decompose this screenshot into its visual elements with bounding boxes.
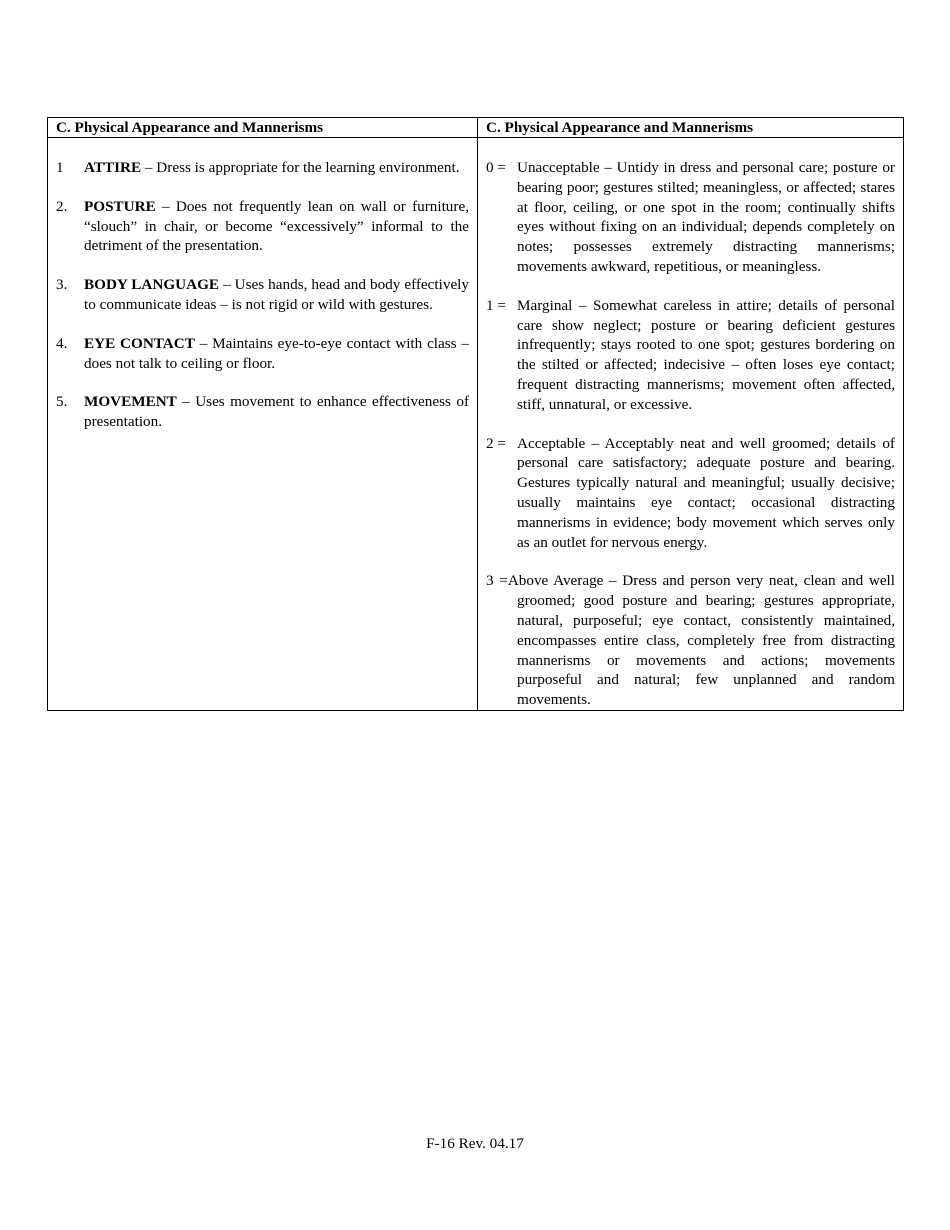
criterion-text: – Does not frequently lean on wall or furniture, “slouch” in chair, or become “excessively” informal to the detriment of the presentation. (84, 197, 469, 255)
rating-number: 1 = (486, 296, 506, 314)
rating-text: Unacceptable – Untidy in dress and personal care; posture or bearing poor; gestures stilted; meaningless, or affected; stares at floor, ceiling, or one spot in the room; continually shifts eyes without fixing on an individual; depends completely on notes; possesses extremely distracting mannerisms; movements awkward, repetitious, or meaningless. (517, 159, 895, 275)
rating-number: 0 = (486, 159, 506, 176)
rating-item (486, 296, 895, 415)
rating-text: Above Average – Dress and person very neat, clean and well groomed; good posture and bearing; gestures appropriate, natural, purposeful; eye contact, consistently maintained, encompasses entire class, completely free from distracting mannerisms or movements and actions; movements purposeful and natural; few unplanned and random movements. (507, 572, 895, 709)
ratings-cell (478, 138, 904, 711)
criterion-text: – Maintains eye-to-eye contact with class – does not talk to ceiling or floor. (84, 334, 469, 372)
criteria-cell (48, 138, 478, 711)
criterion-number: 4. (56, 334, 68, 352)
criterion-text: – Dress is appropriate for the learning environment. (141, 159, 460, 176)
rating-text: Marginal – Somewhat careless in attire; details of personal care show neglect; posture or bearing deficient gestures infrequently; stays rooted to one spot; gestures bordering on the stilted or affected; indecisive – often loses eye contact; frequent distracting mannerisms; movement often affected, stiff, unnatural, or excessive. (517, 296, 895, 413)
criterion-number: 3. (56, 276, 68, 294)
criterion-title: ATTIRE (84, 159, 142, 176)
rating-text: Acceptable – Acceptably neat and well groomed; details of personal care satisfactory; adequate posture and bearing. Gestures typically natural and meaningful; usually decisive; usually maintains eye contact; occasional distracting mannerisms in evidence; body movement which serves only as an outlet for nervous energy. (517, 434, 895, 551)
criterion-title: MOVEMENT (84, 393, 177, 411)
rubric-table (47, 117, 904, 711)
rating-item (486, 434, 895, 553)
criterion-text: – Uses hands, head and body effectively to communicate ideas – is not rigid or wild with gestures. (84, 276, 469, 313)
ratings-header: C. Physical Appearance and Mannerisms (478, 118, 904, 138)
criterion-text: – Uses movement to enhance effectiveness of presentation. (84, 393, 469, 431)
criterion-number: 5. (56, 393, 68, 411)
criteria-header: C. Physical Appearance and Mannerisms (48, 118, 478, 138)
criterion-item (56, 158, 469, 178)
criterion-item (56, 275, 469, 315)
criterion-title: POSTURE (84, 197, 156, 215)
criterion-item (56, 197, 469, 256)
rating-item (486, 571, 895, 710)
criterion-title: BODY LANGUAGE (84, 276, 220, 294)
criterion-item (56, 334, 469, 374)
criterion-number: 1 (56, 159, 64, 176)
criterion-item (56, 392, 469, 432)
rating-number: 3 = (486, 572, 508, 590)
rating-number: 2 = (486, 434, 506, 452)
form-revision-footer: F-16 Rev. 04.17 (426, 1135, 524, 1152)
rating-item (486, 158, 895, 277)
criterion-title: EYE CONTACT (84, 334, 195, 352)
criterion-number: 2. (56, 197, 68, 215)
